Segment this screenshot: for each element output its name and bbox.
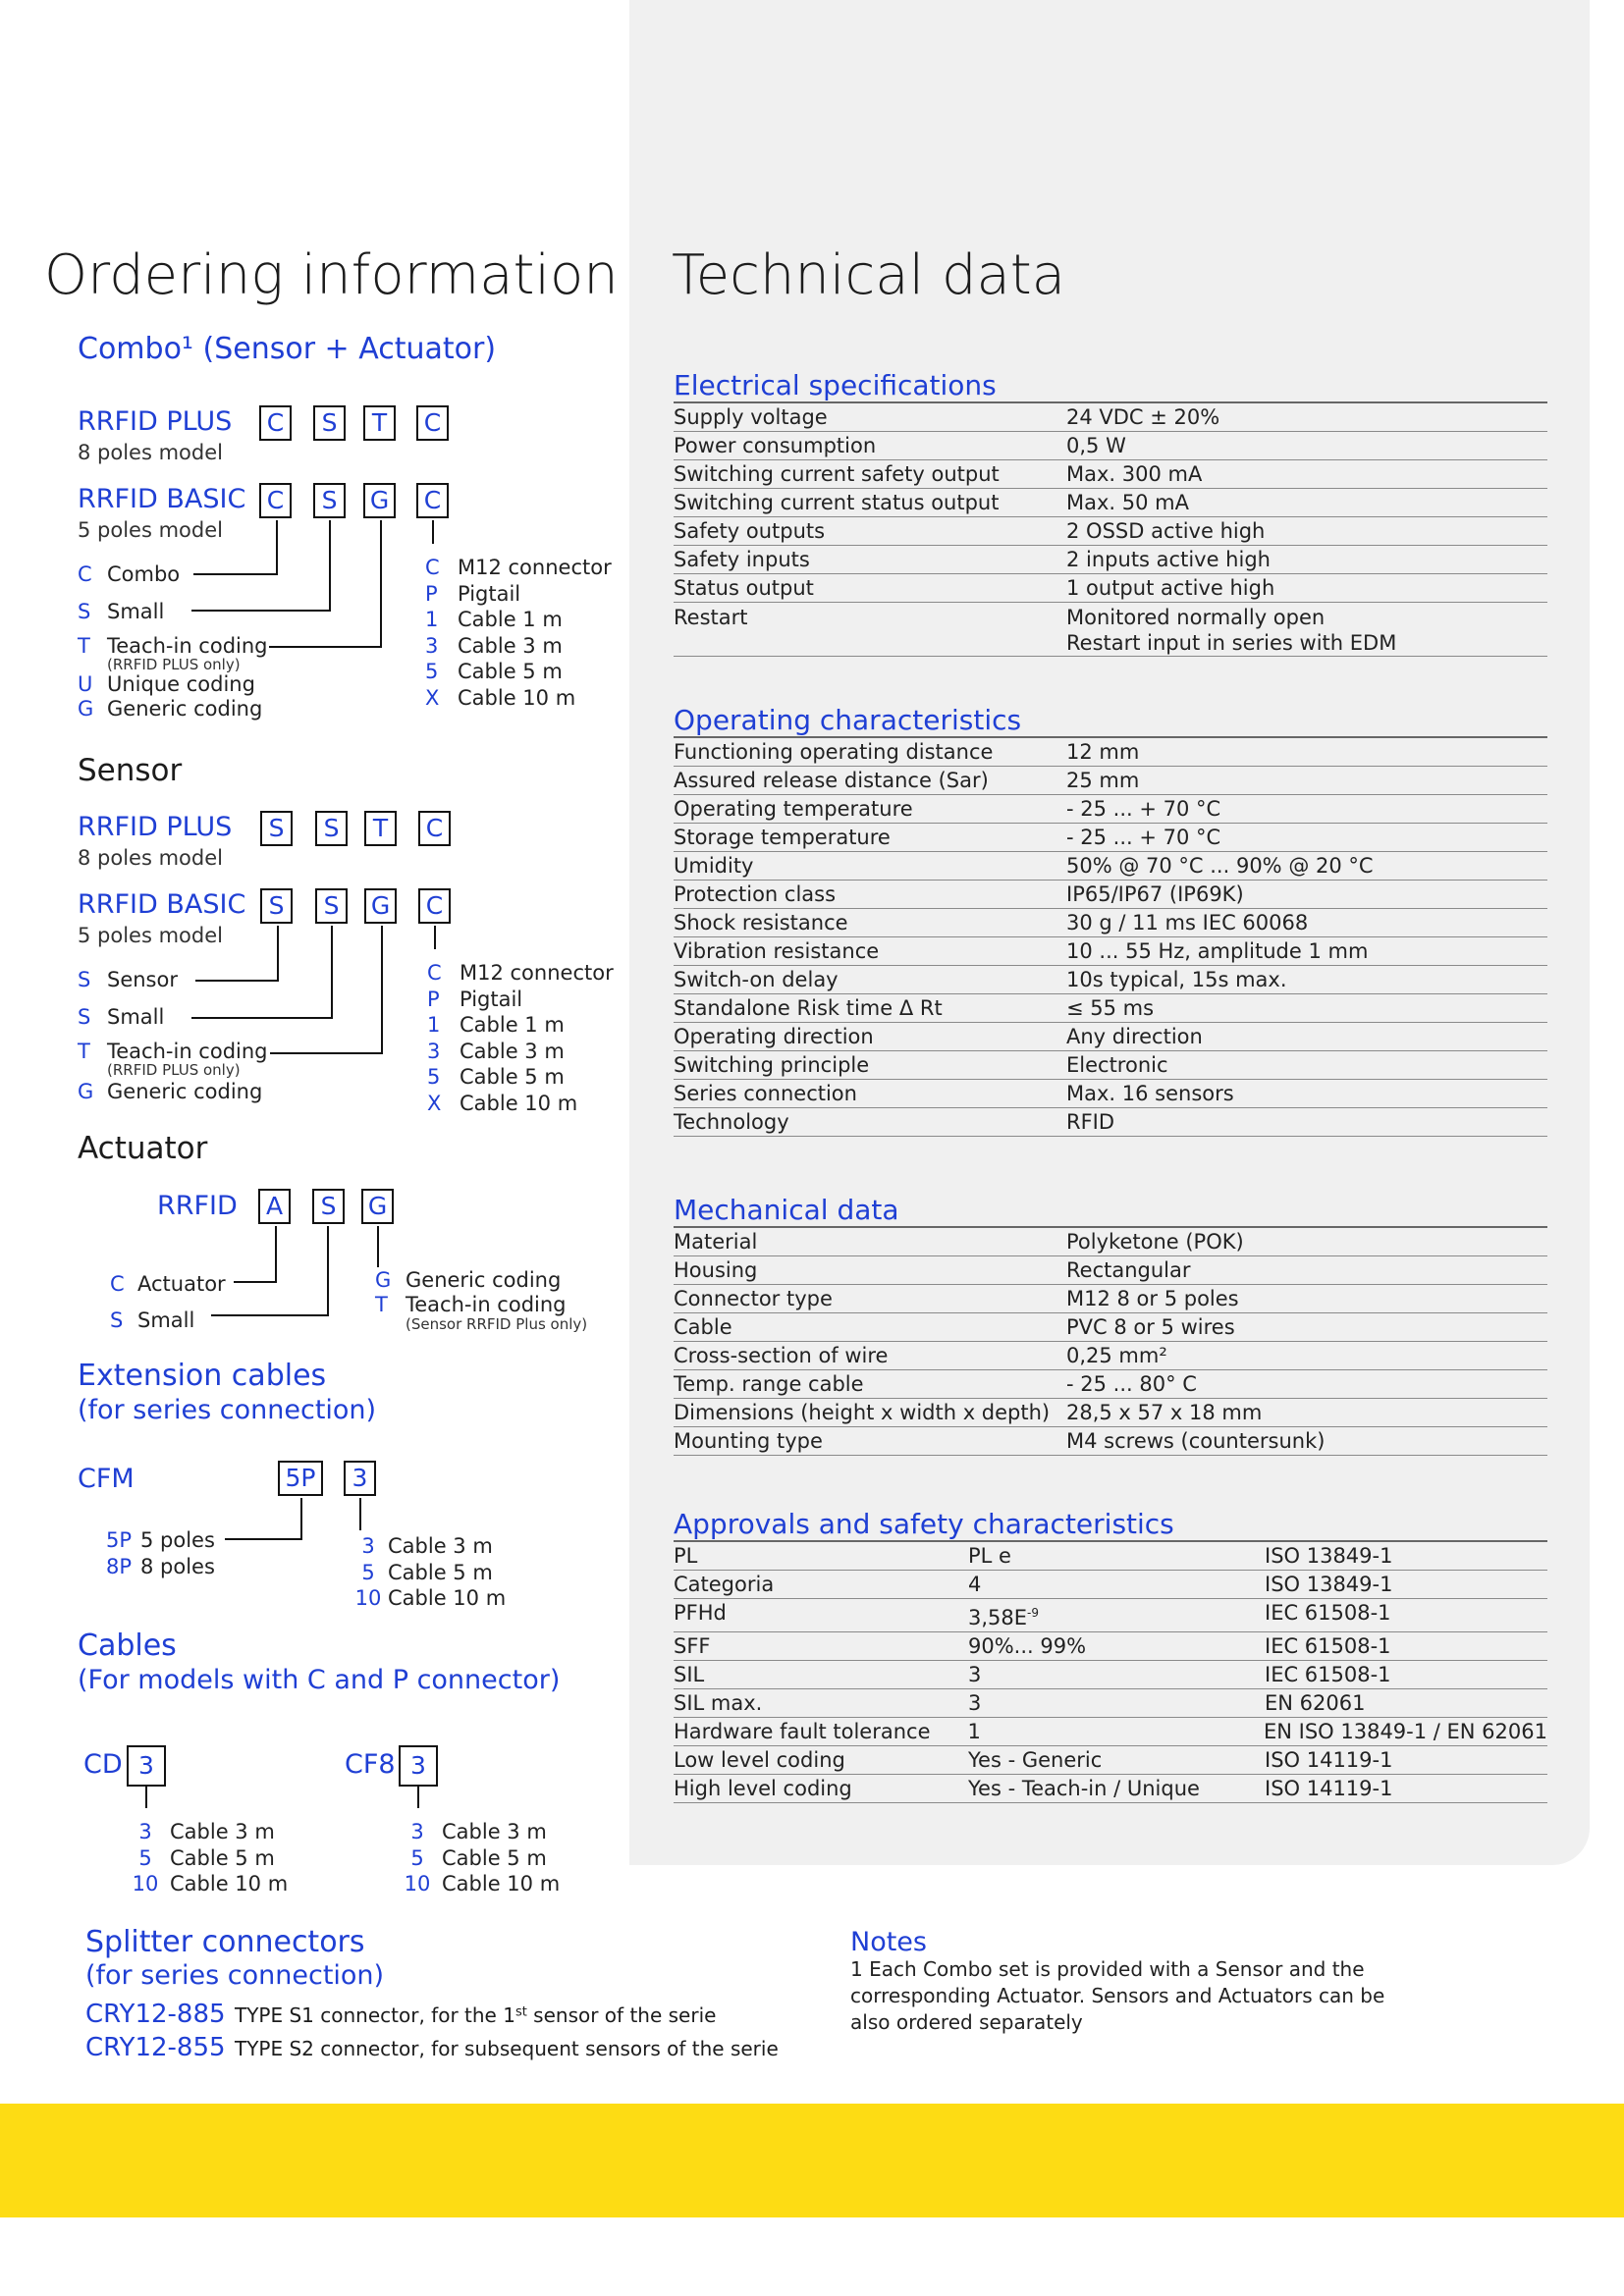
connector-line — [417, 1787, 419, 1808]
combo-heading: Combo¹ (Sensor + Actuator) — [78, 332, 497, 366]
connector-line — [270, 1052, 383, 1054]
extension-name: CFM — [78, 1464, 135, 1494]
list-item: T Teach-in coding — [375, 1292, 567, 1316]
approvals-title: Approvals and safety characteristics — [674, 1507, 1547, 1542]
extension-sub: (for series connection) — [78, 1395, 377, 1425]
list-item: 5 Cable 5 m — [425, 660, 563, 683]
list-item: P Pigtail — [425, 581, 521, 606]
ordering-title: Ordering information — [44, 243, 619, 307]
list-item: 10 Cable 10 m — [404, 1872, 561, 1896]
connector-line — [381, 926, 383, 1054]
technical-title: Technical data — [672, 243, 1066, 307]
connector-line — [377, 1226, 379, 1267]
extension-code-1: 5P — [278, 1461, 323, 1496]
sensor-plus-sub: 8 poles model — [78, 846, 223, 870]
table-row: Operating direction Any direction — [674, 1023, 1547, 1051]
list-item: 3 Cable 3 m — [138, 1820, 275, 1843]
cable-cd-name: CD — [83, 1749, 123, 1780]
table-row: Status output 1 output active high — [674, 574, 1547, 603]
table-row: PFHd $3,58E^{-9}$ IEC 61508-1 — [674, 1599, 1547, 1632]
connector-line — [300, 1498, 302, 1540]
connector-line — [277, 926, 279, 982]
table-row: Series connection Max. 16 sensors — [674, 1080, 1547, 1108]
table-row: PL PL e ISO 13849-1 — [674, 1542, 1547, 1571]
extension-code-2: 3 — [344, 1461, 376, 1496]
connector-line — [225, 1538, 302, 1540]
list-item: C Actuator — [110, 1272, 226, 1296]
list-item: 1 Cable 1 m — [425, 608, 563, 631]
table-row: Material Polyketone (POK) — [674, 1228, 1547, 1256]
list-item: S Small — [78, 1004, 165, 1029]
table-row: Protection class IP65/IP67 (IP69K) — [674, 881, 1547, 909]
combo-basic-sub: 5 poles model — [78, 518, 223, 542]
table-row: Cable PVC 8 or 5 wires — [674, 1313, 1547, 1342]
combo-plus-code-1: C — [259, 405, 292, 441]
technical-tables — [674, 0, 1547, 1865]
list-item: 1 Cable 1 m — [427, 1013, 565, 1037]
splitter-heading: Splitter connectors — [85, 1925, 365, 1959]
list-item: C M12 connector — [427, 961, 614, 985]
table-row: SIL max. 3 EN 62061 — [674, 1689, 1547, 1718]
cable-cd-list — [131, 1819, 288, 1897]
table-row: Low level coding Yes - Generic ISO 14119-1 — [674, 1746, 1547, 1775]
list-item: S Small — [78, 599, 165, 623]
sensor-basic-name: RRFID BASIC — [78, 889, 246, 920]
connector-line — [331, 926, 333, 1019]
table-row: High level coding Yes - Teach-in / Unique ISO 14119-1 — [674, 1775, 1547, 1803]
extension-right-list — [349, 1533, 506, 1612]
cables-sub: (For models with C and P connector) — [78, 1665, 561, 1695]
list-item: P Pigtail — [427, 987, 523, 1011]
sensor-plus-code-2: S — [315, 811, 348, 846]
connector-line — [145, 1787, 147, 1808]
table-row: Vibration resistance 10 ... 55 Hz, amplitude 1 mm — [674, 937, 1547, 966]
actuator-heading: Actuator — [78, 1131, 208, 1166]
mechanical-section — [674, 1193, 1547, 1456]
table-row: Switching current status output Max. 50 mA — [674, 489, 1547, 517]
table-row: Power consumption 0,5 W — [674, 432, 1547, 460]
footer-yellow-band — [0, 2104, 1624, 2217]
connector-line — [359, 1498, 361, 1530]
extension-left-list — [106, 1527, 215, 1579]
list-item: X Cable 10 m — [425, 685, 576, 710]
list-item: S Sensor — [78, 968, 178, 991]
cable-cd-code: 3 — [127, 1745, 166, 1787]
table-row: Shock resistance 30 g / 11 ms IEC 60068 — [674, 909, 1547, 937]
combo-basic-name: RRFID BASIC — [78, 484, 246, 514]
table-row: Switching current safety output Max. 300 mA — [674, 460, 1547, 489]
list-item: 5 Cable 5 m — [427, 1065, 565, 1089]
actuator-note: (Sensor RRFID Plus only) — [406, 1314, 588, 1333]
connector-line — [276, 520, 278, 575]
sensor-basic-sub: 5 poles model — [78, 924, 223, 947]
combo-plus-code-2: S — [313, 405, 346, 441]
table-row: Technology RFID — [674, 1108, 1547, 1137]
table-row: Storage temperature - 25 ... + 70 °C — [674, 824, 1547, 852]
combo-left-list — [78, 561, 268, 721]
actuator-code-3: G — [361, 1189, 394, 1224]
connector-line — [269, 646, 382, 648]
list-item: C M12 connector — [425, 556, 612, 579]
combo-basic-code-4: C — [416, 483, 449, 518]
connector-line — [434, 926, 436, 949]
list-item: U Unique coding — [78, 672, 255, 696]
table-row: Assured release distance (Sar) 25 mm — [674, 767, 1547, 795]
sensor-plus-name: RRFID PLUS — [78, 812, 233, 842]
cable-cf8-list — [403, 1819, 560, 1897]
list-item: 3 Cable 3 m — [427, 1039, 565, 1063]
table-row: SIL 3 IEC 61508-1 — [674, 1661, 1547, 1689]
combo-right-list — [425, 555, 612, 711]
sensor-plus-only-note: (RRFID PLUS only) — [107, 1061, 241, 1079]
sensor-basic-code-4: C — [418, 888, 451, 924]
table-row: Functioning operating distance 12 mm — [674, 738, 1547, 767]
combo-plus-sub: 8 poles model — [78, 441, 223, 464]
table-row: Mounting type M4 screws (countersunk) — [674, 1427, 1547, 1456]
connector-line — [327, 1226, 329, 1316]
extension-heading: Extension cables — [78, 1359, 327, 1393]
sensor-plus-code-3: T — [364, 811, 397, 846]
mechanical-title: Mechanical data — [674, 1193, 1547, 1228]
table-row: Supply voltage 24 VDC ± 20% — [674, 403, 1547, 432]
list-item: S Small — [110, 1308, 195, 1332]
sensor-basic-code-1: S — [260, 888, 293, 924]
actuator-code-2: S — [312, 1189, 345, 1224]
splitter-item: CRY12-885 TYPE S1 connector, for the 1st sensor of the serie — [85, 2000, 717, 2029]
operating-section — [674, 703, 1547, 1137]
table-row: SFF 90%... 99% IEC 61508-1 — [674, 1632, 1547, 1661]
approvals-section — [674, 1507, 1547, 1803]
actuator-right-list — [375, 1267, 587, 1333]
combo-basic-code-1: C — [259, 483, 292, 518]
sensor-plus-code-1: S — [260, 811, 293, 846]
list-item: G Generic coding — [375, 1268, 562, 1292]
list-item: G Generic coding — [78, 697, 263, 721]
list-item: 8P 8 poles — [106, 1554, 215, 1578]
combo-basic-code-2: S — [313, 483, 346, 518]
table-row: Switch-on delay 10s typical, 15s max. — [674, 966, 1547, 994]
splitter-item: CRY12-855 TYPE S2 connector, for subsequent sensors of the serie — [85, 2033, 779, 2062]
list-item: C Combo — [78, 562, 181, 586]
sensor-basic-code-2: S — [315, 888, 348, 924]
combo-basic-code-3: G — [363, 483, 396, 518]
table-row: Switching principle Electronic — [674, 1051, 1547, 1080]
operating-title: Operating characteristics — [674, 703, 1547, 738]
sensor-left-list — [78, 967, 268, 1105]
combo-plus-code-4: C — [416, 405, 449, 441]
list-item: 10 Cable 10 m — [354, 1586, 507, 1610]
combo-plus-code-3: T — [363, 405, 396, 441]
table-row: Hardware fault tolerance 1 EN ISO 13849-1 / EN 62061 — [674, 1718, 1547, 1746]
notes-title: Notes — [850, 1927, 927, 1957]
table-row: Connector type M12 8 or 5 poles — [674, 1285, 1547, 1313]
list-item: 5 Cable 5 m — [138, 1845, 275, 1870]
list-item: 10 Cable 10 m — [132, 1872, 289, 1896]
table-row: Umidity 50% @ 70 °C ... 90% @ 20 °C — [674, 852, 1547, 881]
connector-line — [380, 520, 382, 648]
connector-line — [275, 1226, 277, 1283]
connector-line — [329, 520, 331, 612]
list-item: 3 Cable 3 m — [361, 1534, 493, 1558]
combo-plus-only-note: (RRFID PLUS only) — [107, 656, 241, 673]
sensor-right-list — [427, 960, 614, 1116]
cable-cf8-code: 3 — [399, 1745, 438, 1787]
sensor-heading: Sensor — [78, 753, 183, 788]
list-item: 5 Cable 5 m — [361, 1560, 493, 1584]
connector-line — [234, 1281, 277, 1283]
list-item: 5P 5 poles — [106, 1528, 215, 1552]
table-row: Restart Monitored normally open Restart input in series with EDM — [674, 603, 1547, 657]
list-item: G Generic coding — [78, 1080, 263, 1103]
cables-heading: Cables — [78, 1629, 177, 1663]
cable-cf8-name: CF8 — [345, 1749, 396, 1780]
table-row: Housing Rectangular — [674, 1256, 1547, 1285]
actuator-code-1: A — [258, 1189, 291, 1224]
table-row: Safety outputs 2 OSSD active high — [674, 517, 1547, 546]
list-item: T Teach-in coding — [78, 634, 268, 658]
table-row: Safety inputs 2 inputs active high — [674, 546, 1547, 574]
notes-text: 1 Each Combo set is provided with a Sensor and the corresponding Actuator. Sensors and Actuators can be also ordered separately — [850, 1957, 1385, 2034]
table-row: Dimensions (height x width x depth) 28,5 x 57 x 18 mm — [674, 1399, 1547, 1427]
electrical-title: Electrical specifications — [674, 368, 1547, 403]
sensor-basic-code-3: G — [364, 888, 397, 924]
actuator-left-list — [110, 1266, 226, 1339]
table-row: Standalone Risk time Δ Rt ≤ 55 ms — [674, 994, 1547, 1023]
list-item: 5 Cable 5 m — [410, 1845, 547, 1870]
list-item: X Cable 10 m — [427, 1091, 578, 1115]
connector-line — [211, 1314, 329, 1316]
sensor-plus-code-4: C — [418, 811, 451, 846]
combo-plus-name: RRFID PLUS — [78, 406, 233, 437]
table-row: Cross-section of wire 0,25 mm² — [674, 1342, 1547, 1370]
connector-line — [432, 520, 434, 544]
splitter-sub: (for series connection) — [85, 1960, 385, 1991]
list-item: 3 Cable 3 m — [425, 633, 563, 658]
actuator-name: RRFID — [157, 1191, 238, 1221]
electrical-section — [674, 368, 1547, 657]
table-row: Operating temperature - 25 ... + 70 °C — [674, 795, 1547, 824]
table-row: Temp. range cable - 25 ... 80° C — [674, 1370, 1547, 1399]
list-item: 3 Cable 3 m — [410, 1820, 547, 1843]
table-row: Categoria 4 ISO 13849-1 — [674, 1571, 1547, 1599]
list-item: T Teach-in coding — [78, 1040, 268, 1063]
